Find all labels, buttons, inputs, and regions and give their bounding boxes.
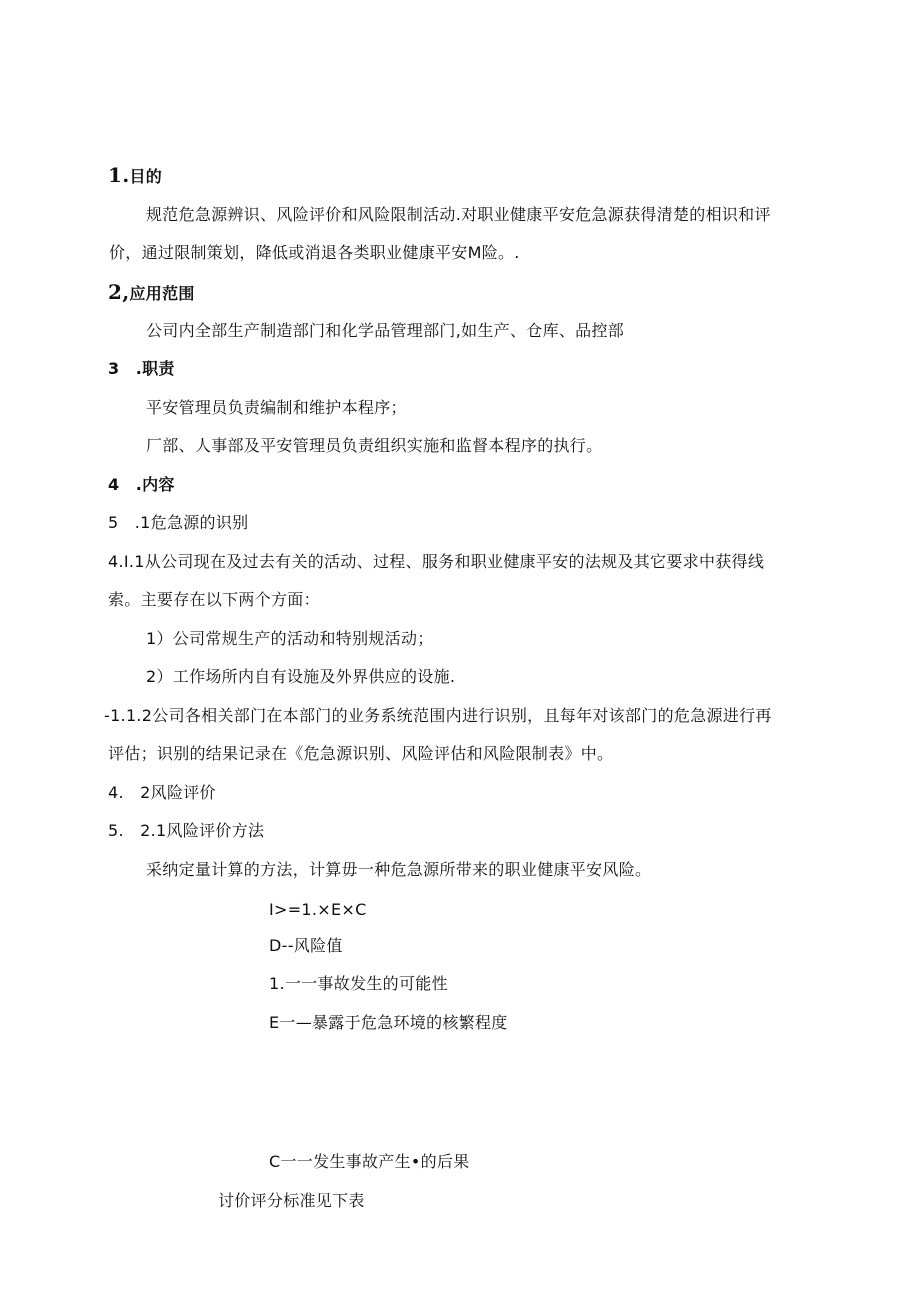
clause-4-1-1-line-2: 索。主要存在以下两个方面： <box>108 590 320 609</box>
section-3-heading: 3 .职责 <box>108 359 175 378</box>
section-3-item-1: 平安管理员负责编制和维护本程序； <box>146 398 407 417</box>
clause-4-1-1-list-item-2: 2）工作场所内自有设施及外界供应的设施. <box>146 667 456 686</box>
section-1-paragraph-line-1: 规范危急源辨识、风险评价和风险限制活动.对职业健康平安危急源获得清楚的相识和评 <box>146 205 771 224</box>
clause-4-2-1-heading: 5. 2.1风险评价方法 <box>108 821 265 840</box>
subsection-4-2-heading: 4. 2风险评价 <box>108 783 216 802</box>
subsection-4-1-heading: 5 .1危急源的识别 <box>108 513 249 532</box>
definition-c: C一一发生事故产生•的后果 <box>269 1152 470 1171</box>
section-1-number: 1. <box>108 163 130 187</box>
section-1-heading <box>108 165 162 187</box>
clause-4-1-2-line-1: -1.1.2公司各相关部门在本部门的业务系统范围内进行识别，且每年对该部门的危急源进行再 <box>104 706 772 725</box>
section-2-title: 应用范围 <box>129 284 195 303</box>
section-2-number: 2, <box>108 280 130 304</box>
section-3-item-2: 厂部、人事部及平安管理员负责组织实施和监督本程序的执行。 <box>146 436 603 455</box>
definition-d: D--风险值 <box>269 936 343 955</box>
risk-formula: I>=1.×E×C <box>269 900 367 919</box>
clause-4-1-1-list-item-1: 1）公司常规生产的活动和特别规活动； <box>146 629 434 648</box>
section-1-paragraph-line-2: 价，通过限制策划，降低或消退各类职业健康平安M险。. <box>109 243 520 262</box>
section-2-heading <box>108 282 195 304</box>
section-2-paragraph: 公司内全部生产制造部门和化学品管理部门,如生产、仓库、品控部 <box>146 321 625 340</box>
table-reference-note: 讨价评分标准见下表 <box>218 1191 365 1210</box>
section-4-heading: 4 .内容 <box>108 475 175 494</box>
section-1-title: 目的 <box>129 167 163 186</box>
clause-4-2-1-paragraph: 采纳定量计算的方法，计算毋一种危急源所带来的职业健康平安风险。 <box>146 860 652 879</box>
definition-l: 1.一一事故发生的可能性 <box>269 974 448 993</box>
clause-4-1-1-line-1: 4.I.1从公司现在及过去有关的活动、过程、服务和职业健康平安的法规及其它要求中获得线 <box>108 552 765 571</box>
clause-4-1-2-line-2: 评估；识别的结果记录在《危急源识别、风险评估和风险限制表》中。 <box>108 744 614 763</box>
definition-e: E一—暴露于危急环境的核繁程度 <box>269 1013 508 1032</box>
